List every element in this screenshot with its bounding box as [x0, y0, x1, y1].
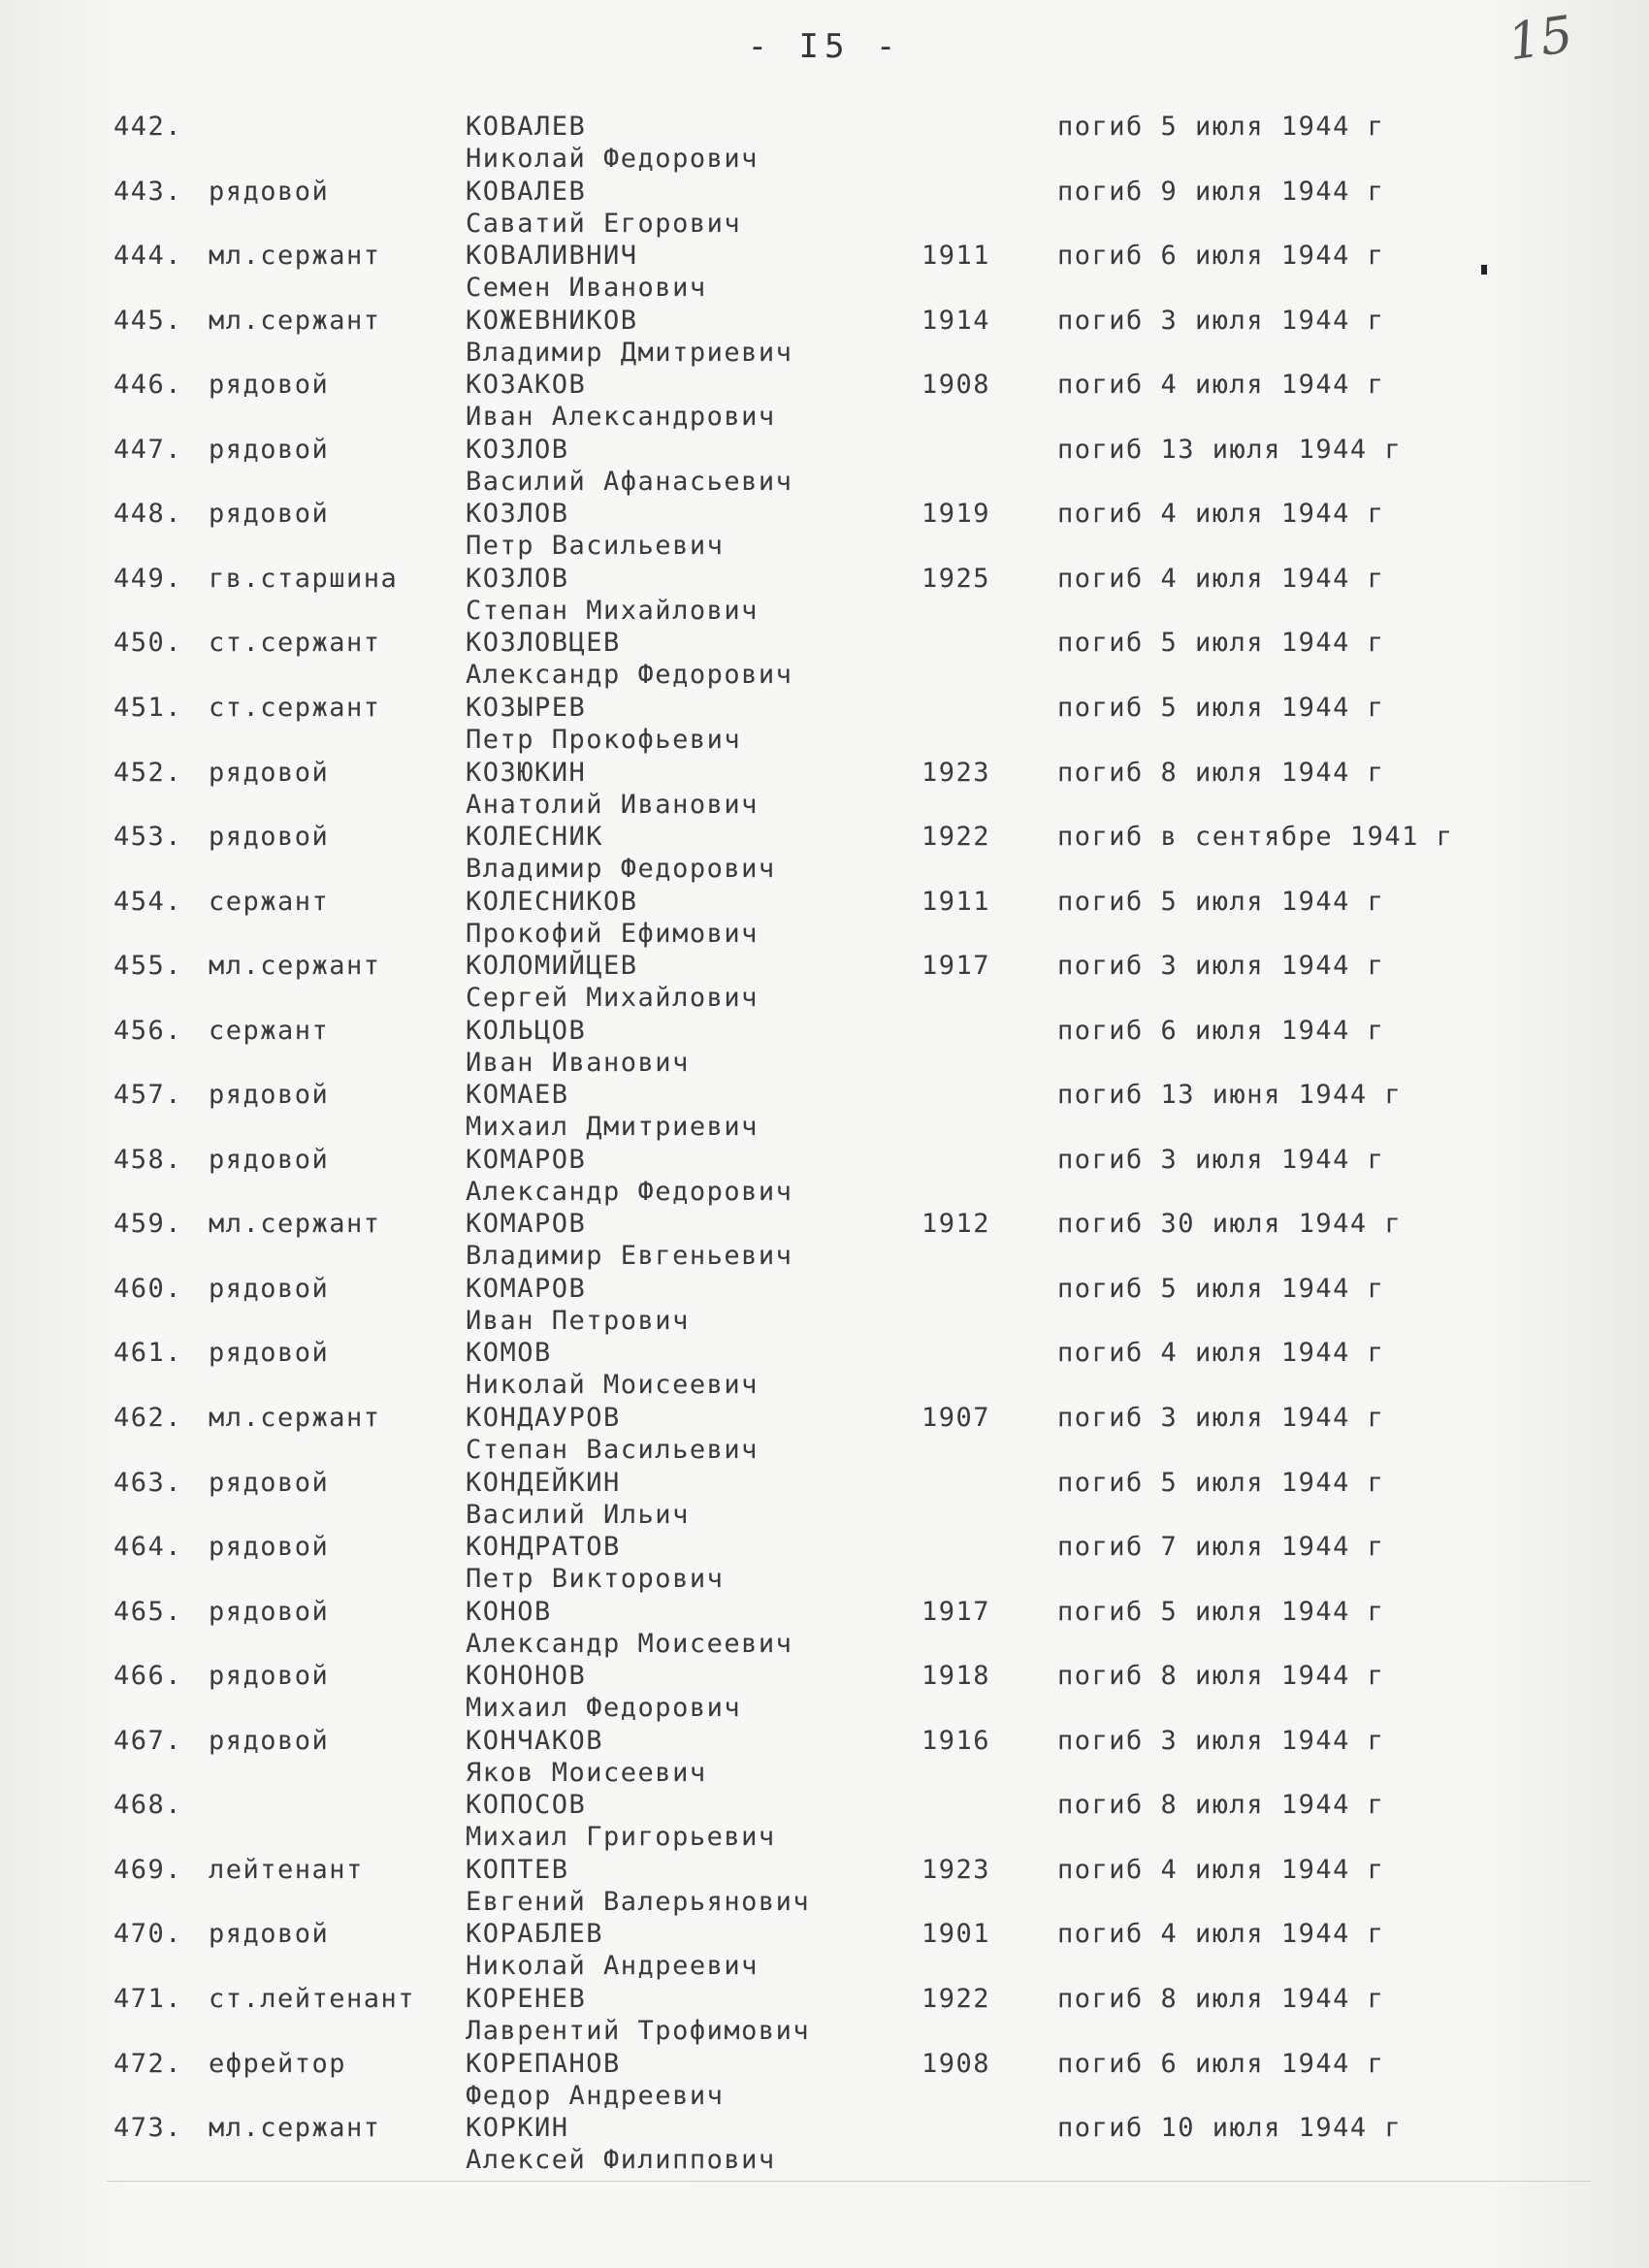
entry-rank: мл.сержант: [209, 1403, 381, 1433]
list-item: [0, 2049, 1649, 2113]
entry-rank: лейтенант: [209, 1854, 364, 1885]
entry-rank: рядовой: [209, 176, 330, 207]
entry-birth-year: 1911: [922, 886, 991, 917]
entry-number: 453.: [113, 822, 183, 853]
list-item: [0, 564, 1649, 628]
entry-surname: КОЗЛОВЦЕВ: [466, 628, 621, 659]
list-item: [0, 887, 1649, 951]
entry-fate: погиб 10 июля 1944 г: [1057, 2113, 1403, 2144]
entry-given-names: Василий Ильич: [466, 1499, 690, 1530]
list-item: [0, 1274, 1649, 1338]
entry-given-names: Александр Федорович: [466, 660, 793, 691]
entry-rank: рядовой: [209, 499, 330, 530]
entry-birth-year: 1923: [922, 757, 991, 788]
entry-given-names: Иван Александрович: [466, 402, 776, 433]
entry-given-names: Прокофий Ефимович: [466, 918, 759, 949]
list-item: [0, 499, 1649, 563]
entry-given-names: Михаил Дмитриевич: [466, 1112, 759, 1143]
list-item: [0, 177, 1649, 241]
entry-rank: рядовой: [209, 370, 330, 401]
entry-rank: ст.сержант: [209, 628, 381, 659]
entry-given-names: Александр Моисеевич: [466, 1628, 793, 1659]
entry-birth-year: 1925: [922, 563, 991, 594]
entry-number: 462.: [113, 1403, 183, 1433]
entry-number: 455.: [113, 951, 183, 982]
entry-rank: рядовой: [209, 1338, 330, 1369]
entry-rank: ст.сержант: [209, 692, 381, 723]
list-item: [0, 112, 1649, 176]
list-item: [0, 1468, 1649, 1532]
entry-fate: погиб 30 июля 1944 г: [1057, 1209, 1403, 1240]
entry-number: 451.: [113, 692, 183, 723]
entry-birth-year: 1916: [922, 1725, 991, 1756]
entry-rank: рядовой: [209, 1467, 330, 1498]
list-item: [0, 435, 1649, 499]
entry-rank: мл.сержант: [209, 305, 381, 336]
entry-fate: погиб 8 июля 1944 г: [1057, 757, 1385, 788]
list-item: [0, 1661, 1649, 1725]
list-item: [0, 306, 1649, 370]
entry-surname: КОРКИН: [466, 2113, 569, 2144]
entry-fate: погиб 9 июля 1944 г: [1057, 176, 1385, 207]
entry-rank: рядовой: [209, 1144, 330, 1175]
entry-rank: мл.сержант: [209, 951, 381, 982]
entry-given-names: Лаврентий Трофимович: [466, 2015, 811, 2046]
entry-rank: сержант: [209, 886, 330, 917]
entry-given-names: Петр Прокофьевич: [466, 724, 742, 755]
entry-number: 465.: [113, 1596, 183, 1627]
entry-surname: КОМАЕВ: [466, 1080, 569, 1111]
entry-number: 449.: [113, 563, 183, 594]
entry-surname: КОЖЕВНИКОВ: [466, 305, 638, 336]
page-bottom-edge: [107, 2181, 1591, 2182]
entry-birth-year: 1923: [922, 1854, 991, 1885]
entry-fate: погиб 8 июля 1944 г: [1057, 1983, 1385, 2014]
list-item: [0, 370, 1649, 434]
entry-number: 468.: [113, 1790, 183, 1821]
entry-given-names: Николай Федорович: [466, 144, 759, 174]
entry-given-names: Федор Андреевич: [466, 2080, 725, 2111]
entry-fate: погиб 4 июля 1944 г: [1057, 1854, 1385, 1885]
entry-fate: погиб 6 июля 1944 г: [1057, 1015, 1385, 1046]
entry-birth-year: 1917: [922, 1596, 991, 1627]
entry-number: 443.: [113, 176, 183, 207]
entry-birth-year: 1922: [922, 1983, 991, 2014]
entry-surname: КОРЕНЕВ: [466, 1983, 587, 2014]
entry-surname: КОНДАУРОВ: [466, 1403, 621, 1433]
entry-fate: погиб 4 июля 1944 г: [1057, 563, 1385, 594]
entry-surname: КОЗЫРЕВ: [466, 692, 587, 723]
list-item: [0, 1209, 1649, 1273]
entry-given-names: Степан Васильевич: [466, 1435, 759, 1465]
entry-number: 445.: [113, 305, 183, 336]
list-item: [0, 241, 1649, 305]
entry-fate: погиб 4 июля 1944 г: [1057, 370, 1385, 401]
entry-given-names: Владимир Дмитриевич: [466, 337, 793, 368]
entry-number: 446.: [113, 370, 183, 401]
entry-fate: погиб 4 июля 1944 г: [1057, 1338, 1385, 1369]
entry-surname: КОВАЛЕВ: [466, 112, 587, 142]
entry-number: 471.: [113, 1983, 183, 2014]
entry-surname: КОНЧАКОВ: [466, 1725, 604, 1756]
entry-rank: рядовой: [209, 434, 330, 465]
entry-surname: КОМОВ: [466, 1338, 552, 1369]
entry-birth-year: 1912: [922, 1209, 991, 1240]
list-item: [0, 1016, 1649, 1080]
entry-surname: КОНДЕЙКИН: [466, 1467, 621, 1498]
entry-rank: ефрейтор: [209, 2048, 347, 2079]
entry-fate: погиб 5 июля 1944 г: [1057, 1467, 1385, 1498]
entry-number: 444.: [113, 241, 183, 272]
list-item: [0, 1919, 1649, 1983]
entry-given-names: Петр Викторович: [466, 1564, 725, 1595]
entry-given-names: Владимир Федорович: [466, 854, 776, 885]
list-item: [0, 1984, 1649, 2048]
entry-number: 461.: [113, 1338, 183, 1369]
entry-number: 470.: [113, 1919, 183, 1950]
list-item: [0, 1145, 1649, 1209]
entry-number: 447.: [113, 434, 183, 465]
entry-surname: КОЛЬЦОВ: [466, 1015, 587, 1046]
entry-birth-year: 1918: [922, 1661, 991, 1692]
list-item: [0, 693, 1649, 757]
entry-number: 456.: [113, 1015, 183, 1046]
list-item: [0, 1338, 1649, 1402]
list-item: [0, 2113, 1649, 2177]
entry-surname: КОНОНОВ: [466, 1661, 587, 1692]
entry-given-names: Александр Федорович: [466, 1176, 793, 1207]
entry-fate: погиб 8 июля 1944 г: [1057, 1661, 1385, 1692]
entry-rank: рядовой: [209, 1532, 330, 1563]
entry-birth-year: 1911: [922, 241, 991, 272]
entry-fate: погиб 7 июля 1944 г: [1057, 1532, 1385, 1563]
entry-surname: КОРЕПАНОВ: [466, 2048, 621, 2079]
entry-given-names: Евгений Валерьянович: [466, 1886, 811, 1917]
entry-rank: гв.старшина: [209, 563, 399, 594]
entry-number: 454.: [113, 886, 183, 917]
entry-given-names: Иван Иванович: [466, 1047, 690, 1078]
entry-fate: погиб в сентябре 1941 г: [1057, 822, 1454, 853]
entry-fate: погиб 5 июля 1944 г: [1057, 1596, 1385, 1627]
page-number: - I5 -: [747, 27, 902, 66]
entry-rank: мл.сержант: [209, 2113, 381, 2144]
entry-given-names: Анатолий Иванович: [466, 789, 759, 820]
entry-rank: рядовой: [209, 1725, 330, 1756]
entry-fate: погиб 6 июля 1944 г: [1057, 241, 1385, 272]
list-item: [0, 758, 1649, 822]
entry-surname: КОЛОМИЙЦЕВ: [466, 951, 638, 982]
entry-surname: КОЗАКОВ: [466, 370, 587, 401]
entry-surname: КОМАРОВ: [466, 1144, 587, 1175]
list-item: [0, 951, 1649, 1015]
entry-birth-year: 1908: [922, 2048, 991, 2079]
entry-number: 458.: [113, 1144, 183, 1175]
entry-rank: рядовой: [209, 822, 330, 853]
list-item: [0, 1532, 1649, 1596]
entry-fate: погиб 13 июля 1944 г: [1057, 434, 1403, 465]
entry-number: 466.: [113, 1661, 183, 1692]
entry-fate: погиб 5 июля 1944 г: [1057, 1273, 1385, 1304]
entry-fate: погиб 6 июля 1944 г: [1057, 2048, 1385, 2079]
entry-given-names: Владимир Евгеньевич: [466, 1241, 793, 1272]
entry-fate: погиб 5 июля 1944 г: [1057, 886, 1385, 917]
entry-number: 442.: [113, 112, 183, 142]
entry-number: 450.: [113, 628, 183, 659]
entry-given-names: Михаил Федорович: [466, 1693, 742, 1724]
entry-surname: КОЗЛОВ: [466, 434, 569, 465]
entry-rank: ст.лейтенант: [209, 1983, 416, 2014]
entry-birth-year: 1922: [922, 822, 991, 853]
list-item: [0, 1597, 1649, 1661]
entry-birth-year: 1914: [922, 305, 991, 336]
entry-surname: КОНОВ: [466, 1596, 552, 1627]
entry-surname: КОМАРОВ: [466, 1273, 587, 1304]
entry-given-names: Иван Петрович: [466, 1305, 690, 1336]
entry-number: 459.: [113, 1209, 183, 1240]
entry-birth-year: 1901: [922, 1919, 991, 1950]
entry-given-names: Саватий Егорович: [466, 208, 742, 239]
entry-surname: КОЛЕСНИК: [466, 822, 604, 853]
entry-rank: рядовой: [209, 1919, 330, 1950]
entry-fate: погиб 4 июля 1944 г: [1057, 499, 1385, 530]
entry-given-names: Степан Михайлович: [466, 595, 759, 626]
entry-surname: КОВАЛЕВ: [466, 176, 587, 207]
entry-surname: КОНДРАТОВ: [466, 1532, 621, 1563]
entry-given-names: Петр Васильевич: [466, 531, 725, 562]
handwritten-page-number: 15: [1504, 5, 1577, 73]
entry-number: 463.: [113, 1467, 183, 1498]
entry-fate: погиб 3 июля 1944 г: [1057, 1725, 1385, 1756]
entry-given-names: Семен Иванович: [466, 273, 707, 304]
entry-surname: КОПТЕВ: [466, 1854, 569, 1885]
list-item: [0, 822, 1649, 886]
entry-fate: погиб 5 июля 1944 г: [1057, 628, 1385, 659]
entry-fate: погиб 3 июля 1944 г: [1057, 1403, 1385, 1433]
list-item: [0, 1726, 1649, 1790]
entry-surname: КОРАБЛЕВ: [466, 1919, 604, 1950]
entry-number: 472.: [113, 2048, 183, 2079]
entry-fate: погиб 3 июля 1944 г: [1057, 1144, 1385, 1175]
entry-surname: КОЗЮКИН: [466, 757, 587, 788]
entry-number: 473.: [113, 2113, 183, 2144]
list-item: [0, 1080, 1649, 1144]
entry-number: 452.: [113, 757, 183, 788]
entry-given-names: Николай Моисеевич: [466, 1370, 759, 1401]
entry-birth-year: 1919: [922, 499, 991, 530]
entry-rank: рядовой: [209, 757, 330, 788]
entry-number: 460.: [113, 1273, 183, 1304]
entry-given-names: Сергей Михайлович: [466, 983, 759, 1014]
entry-surname: КОПОСОВ: [466, 1790, 587, 1821]
entry-number: 457.: [113, 1080, 183, 1111]
entry-birth-year: 1917: [922, 951, 991, 982]
entry-given-names: Василий Афанасьевич: [466, 466, 793, 497]
entry-surname: КОМАРОВ: [466, 1209, 587, 1240]
entry-birth-year: 1907: [922, 1403, 991, 1433]
entry-given-names: Алексей Филиппович: [466, 2145, 776, 2176]
entry-birth-year: 1908: [922, 370, 991, 401]
entry-fate: погиб 3 июля 1944 г: [1057, 951, 1385, 982]
list-item: [0, 1855, 1649, 1919]
entry-surname: КОВАЛИВНИЧ: [466, 241, 638, 272]
list-item: [0, 1403, 1649, 1467]
entry-fate: погиб 5 июля 1944 г: [1057, 692, 1385, 723]
entry-given-names: Яков Моисеевич: [466, 1757, 707, 1788]
entry-fate: погиб 13 июня 1944 г: [1057, 1080, 1403, 1111]
entry-surname: КОЗЛОВ: [466, 563, 569, 594]
list-item: [0, 1790, 1649, 1854]
entry-given-names: Николай Андреевич: [466, 1951, 759, 1982]
entry-fate: погиб 3 июля 1944 г: [1057, 305, 1385, 336]
entry-rank: рядовой: [209, 1080, 330, 1111]
entry-rank: рядовой: [209, 1661, 330, 1692]
entry-rank: рядовой: [209, 1596, 330, 1627]
entry-surname: КОЗЛОВ: [466, 499, 569, 530]
entry-rank: мл.сержант: [209, 241, 381, 272]
entry-fate: погиб 5 июля 1944 г: [1057, 112, 1385, 142]
entry-surname: КОЛЕСНИКОВ: [466, 886, 638, 917]
entry-fate: погиб 8 июля 1944 г: [1057, 1790, 1385, 1821]
entry-rank: мл.сержант: [209, 1209, 381, 1240]
entry-number: 469.: [113, 1854, 183, 1885]
entry-fate: погиб 4 июля 1944 г: [1057, 1919, 1385, 1950]
entry-number: 464.: [113, 1532, 183, 1563]
list-item: [0, 628, 1649, 692]
entry-number: 448.: [113, 499, 183, 530]
entry-number: 467.: [113, 1725, 183, 1756]
entry-rank: рядовой: [209, 1273, 330, 1304]
entry-given-names: Михаил Григорьевич: [466, 1822, 776, 1853]
entry-rank: сержант: [209, 1015, 330, 1046]
